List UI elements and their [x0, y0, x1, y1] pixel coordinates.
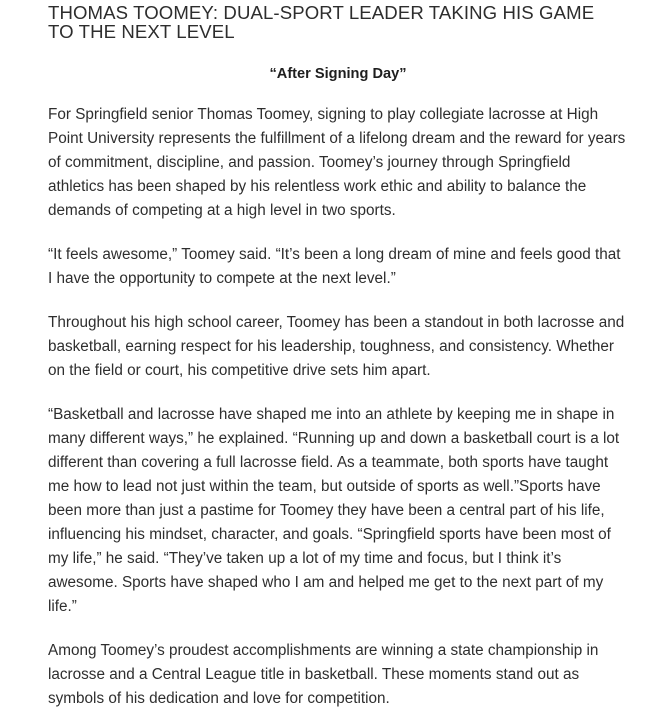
headline-line-2: TO THE NEXT LEVEL — [48, 21, 235, 42]
article — [48, 0, 628, 711]
paragraph-intro: For Springfield senior Thomas Toomey, signing to play collegiate lacrosse at High Point University represents the fulfillment of a lifelong dream and the reward for years of commitment, discipline, and passion. Toomey’s journey through Springfield athletics has been shaped by his relentless work ethic and ability to balance the demands of competing at a high level in two sports. — [48, 106, 626, 219]
paragraph-quote-awesome: “It feels awesome,” Toomey said. “It’s been a long dream of mine and feels good that I have the opportunity to compete at the next level.” — [48, 246, 621, 287]
article-headline — [48, 0, 628, 41]
article-subhead: “After Signing Day” — [269, 66, 407, 82]
paragraph-career: Throughout his high school career, Toomey has been a standout in both lacrosse and basketball, earning respect for his leadership, toughness, and consistency. Whether on the field or court, his competitive drive sets him apart. — [48, 314, 625, 379]
paragraph-accomplishments: Among Toomey’s proudest accomplishments are winning a state championship in lacrosse and a Central League title in basketball. These moments stand out as symbols of his dedication and love for competition. — [48, 642, 599, 707]
headline-line-1: THOMAS TOOMEY: DUAL-SPORT LEADER TAKING HIS GAME — [48, 2, 595, 23]
paragraph-two-sports: “Basketball and lacrosse have shaped me into an athlete by keeping me in shape in many different ways,” he explained. “Running up and down a basketball court is a lot different than covering a full lacrosse field. As a teammate, both sports have taught me how to lead not just within the team, but outside of sports as well.”Sports have been more than just a pastime for Toomey they have been a central part of his life, influencing his mindset, character, and goals. “Springfield sports have been most of my life,” he said. “They’ve taken up a lot of my time and focus, but I think it’s awesome. Sports have shaped who I am and helped me get to the next part of my life.” — [48, 406, 620, 615]
